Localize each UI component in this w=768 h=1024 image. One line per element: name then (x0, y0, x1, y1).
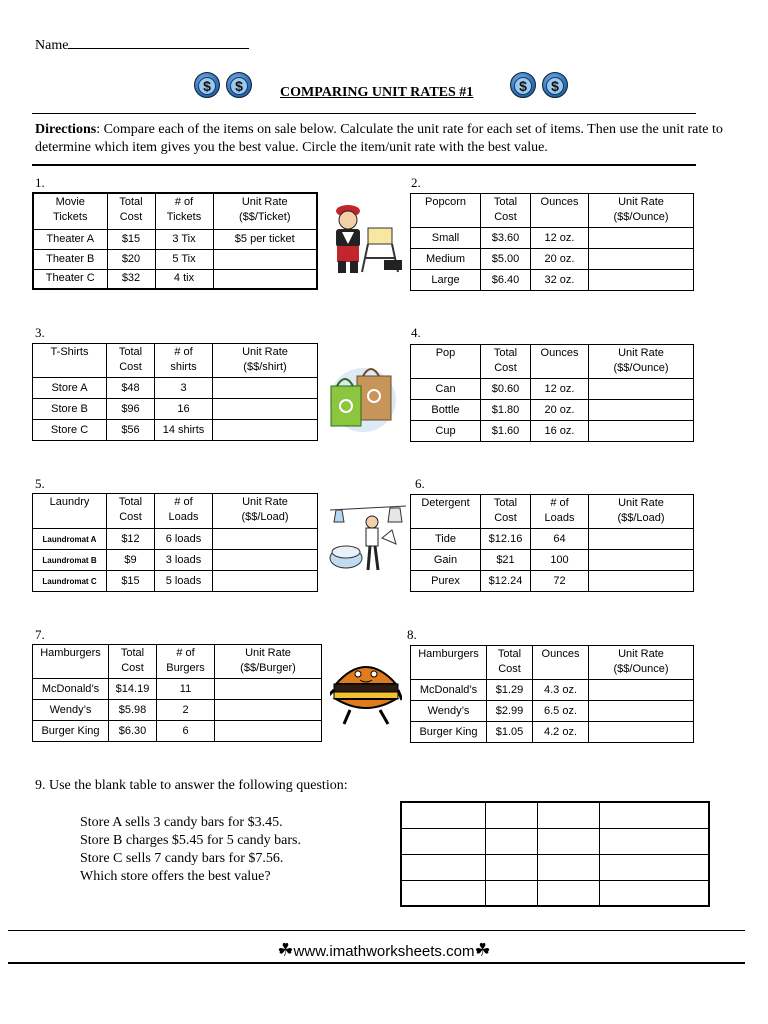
answer-cell[interactable] (589, 421, 694, 442)
answer-cell[interactable] (213, 420, 318, 441)
table-cell: $3.60 (481, 228, 531, 249)
table-cell: 3 (155, 378, 213, 399)
header-cell: Movie Tickets (33, 193, 107, 229)
table-cell: 6.5 oz. (533, 701, 589, 722)
dollar-coin-icon: $ (194, 72, 220, 98)
table-cell: Gain (411, 550, 481, 571)
laundry-icon (328, 500, 408, 578)
table-cell: $1.60 (481, 421, 531, 442)
answer-cell[interactable] (589, 379, 694, 400)
table-cell: $96 (107, 399, 155, 420)
blank-cell[interactable] (599, 828, 709, 854)
blank-cell[interactable] (537, 802, 599, 828)
answer-cell[interactable] (213, 529, 318, 550)
table-cell: $12 (107, 529, 155, 550)
blank-cell[interactable] (537, 828, 599, 854)
table-cell: $12.24 (481, 571, 531, 592)
table-cell: $2.99 (487, 701, 533, 722)
problem-table-2 (410, 193, 694, 291)
table-cell: Laundromat A (33, 529, 107, 550)
table-cell: 20 oz. (531, 249, 589, 270)
problem-table-3 (32, 343, 318, 441)
header-cell: Laundry (33, 494, 107, 529)
table-cell: Store B (33, 399, 107, 420)
answer-cell[interactable] (589, 571, 694, 592)
header-cell: Total Cost (481, 194, 531, 228)
header-cell: Ounces (531, 345, 589, 379)
name-line[interactable] (35, 36, 249, 54)
table-cell: 20 oz. (531, 400, 589, 421)
table-cell: Purex (411, 571, 481, 592)
blank-cell[interactable] (401, 854, 485, 880)
answer-cell[interactable] (589, 249, 694, 270)
table-cell: Store C (33, 420, 107, 441)
problem-table-1 (32, 192, 318, 290)
problem-number: 7. (35, 627, 45, 642)
table-cell: Medium (411, 249, 481, 270)
table-cell: Laundromat C (33, 571, 107, 592)
header-cell: Unit Rate ($$/Ounce) (589, 194, 694, 228)
answer-cell[interactable] (213, 378, 318, 399)
problem-number: 6. (415, 476, 425, 491)
table-cell: $12.16 (481, 529, 531, 550)
table-cell: Bottle (411, 400, 481, 421)
answer-cell[interactable] (213, 571, 318, 592)
question-line: Store B charges $5.45 for 5 candy bars. (80, 833, 301, 848)
header-cell: T-Shirts (33, 344, 107, 378)
table-cell: Burger King (33, 721, 109, 742)
table-cell: Store A (33, 378, 107, 399)
footer-divider (8, 930, 745, 931)
header-cell: Unit Rate ($$/Ticket) (213, 193, 317, 229)
blank-answer-table[interactable] (400, 801, 710, 907)
answer-cell[interactable] (589, 680, 694, 701)
header-cell: Pop (411, 345, 481, 379)
problem-number: 4. (411, 325, 421, 340)
problem-number: 8. (407, 627, 417, 642)
table-cell: 6 (157, 721, 215, 742)
table-cell: $14.19 (109, 679, 157, 700)
blank-cell[interactable] (401, 880, 485, 906)
table-cell: Tide (411, 529, 481, 550)
header-cell: Total Cost (107, 494, 155, 529)
table-cell: Cup (411, 421, 481, 442)
table-cell: McDonald’s (33, 679, 109, 700)
blank-cell[interactable] (401, 802, 485, 828)
footer (0, 940, 768, 961)
name-label: Name (35, 38, 69, 53)
dollar-coin-icon: $ (542, 72, 568, 98)
answer-cell[interactable] (589, 701, 694, 722)
blank-cell[interactable] (537, 854, 599, 880)
table-cell: $9 (107, 550, 155, 571)
header-cell: Unit Rate ($$/Ounce) (589, 345, 694, 379)
clover-icon: ☘ (474, 940, 491, 960)
problem-number: 5. (35, 476, 45, 491)
table-cell: $5.98 (109, 700, 157, 721)
table-cell: 4 tix (155, 269, 213, 289)
header-cell: Total Cost (107, 344, 155, 378)
table-cell: Wendy’s (33, 700, 109, 721)
table-cell: $56 (107, 420, 155, 441)
table-cell: 3 loads (155, 550, 213, 571)
table-cell: $0.60 (481, 379, 531, 400)
blank-cell[interactable] (485, 880, 537, 906)
blank-cell[interactable] (599, 880, 709, 906)
table-cell: 16 oz. (531, 421, 589, 442)
answer-cell[interactable] (213, 550, 318, 571)
question-9-prompt: 9. Use the blank table to answer the following question: (35, 778, 348, 793)
header-cell: Popcorn (411, 194, 481, 228)
table-cell: $1.05 (487, 722, 533, 743)
answer-cell[interactable] (215, 679, 322, 700)
question-line: Store C sells 7 candy bars for $7.56. (80, 851, 284, 866)
answer-cell[interactable] (589, 400, 694, 421)
header-cell: Unit Rate ($$/Ounce) (589, 646, 694, 680)
table-cell: $32 (107, 269, 155, 289)
table-cell: 14 shirts (155, 420, 213, 441)
shopping-bags-icon (327, 356, 399, 436)
table-cell: $1.29 (487, 680, 533, 701)
answer-cell[interactable] (589, 228, 694, 249)
blank-cell[interactable] (599, 854, 709, 880)
header-cell: Hamburgers (33, 645, 109, 679)
header-cell: Unit Rate ($$/Burger) (215, 645, 322, 679)
problem-table-8 (410, 645, 694, 743)
problem-number: 3. (35, 325, 45, 340)
table-cell: 4.2 oz. (533, 722, 589, 743)
table-cell: 64 (531, 529, 589, 550)
header-cell: # of Loads (531, 495, 589, 529)
header-cell: # of shirts (155, 344, 213, 378)
answer-cell[interactable] (215, 700, 322, 721)
question-9-text (80, 814, 301, 886)
answer-cell[interactable] (213, 249, 317, 269)
directions (35, 121, 725, 157)
movie-director-icon (328, 198, 408, 278)
question-line: Store A sells 3 candy bars for $3.45. (80, 815, 283, 830)
table-cell: Burger King (411, 722, 487, 743)
problem-table-4 (410, 344, 694, 442)
header-cell: # of Loads (155, 494, 213, 529)
dollar-coin-icon: $ (510, 72, 536, 98)
table-cell: $48 (107, 378, 155, 399)
table-cell: 12 oz. (531, 228, 589, 249)
header-cell: Total Cost (481, 495, 531, 529)
table-cell: 12 oz. (531, 379, 589, 400)
table-cell: $1.80 (481, 400, 531, 421)
table-cell: Large (411, 270, 481, 291)
footer-url[interactable]: www.imathworksheets.com (293, 943, 475, 960)
divider (32, 113, 696, 114)
answer-cell[interactable] (213, 399, 318, 420)
table-cell: Theater C (33, 269, 107, 289)
divider (32, 164, 696, 166)
table-cell: 2 (157, 700, 215, 721)
problem-number: 1. (35, 175, 45, 190)
hamburger-icon (330, 656, 402, 728)
table-cell: $15 (107, 229, 155, 249)
table-cell: 5 loads (155, 571, 213, 592)
table-cell: $6.30 (109, 721, 157, 742)
problem-table-7 (32, 644, 322, 742)
question-line: Which store offers the best value? (80, 869, 271, 884)
header-cell: Unit Rate ($$/shirt) (213, 344, 318, 378)
page-title: COMPARING UNIT RATES #1 (280, 85, 474, 100)
header-cell: # of Tickets (155, 193, 213, 229)
table-cell: $21 (481, 550, 531, 571)
header-cell: Unit Rate ($$/Load) (589, 495, 694, 529)
table-cell: 11 (157, 679, 215, 700)
answer-cell[interactable] (589, 529, 694, 550)
table-cell: 4.3 oz. (533, 680, 589, 701)
header-cell: Total Cost (109, 645, 157, 679)
header-cell: Total Cost (107, 193, 155, 229)
answer-cell[interactable] (589, 270, 694, 291)
blank-cell[interactable] (599, 802, 709, 828)
table-cell: 72 (531, 571, 589, 592)
problem-number: 2. (411, 175, 421, 190)
header-cell: Total Cost (481, 345, 531, 379)
table-cell: Small (411, 228, 481, 249)
table-cell: Theater B (33, 249, 107, 269)
header-cell: # of Burgers (157, 645, 215, 679)
blank-cell[interactable] (485, 828, 537, 854)
problem-table-5 (32, 493, 318, 592)
dollar-coin-icon: $ (226, 72, 252, 98)
answer-cell[interactable] (213, 269, 317, 289)
table-cell: McDonald’s (411, 680, 487, 701)
clover-icon: ☘ (277, 940, 294, 960)
problem-table-6 (410, 494, 694, 592)
answer-cell[interactable] (215, 721, 322, 742)
blank-cell[interactable] (485, 802, 537, 828)
table-cell: $20 (107, 249, 155, 269)
table-cell: 5 Tix (155, 249, 213, 269)
table-cell: Wendy’s (411, 701, 487, 722)
footer-divider (8, 962, 745, 964)
header-cell: Hamburgers (411, 646, 487, 680)
table-cell: $6.40 (481, 270, 531, 291)
table-cell: 3 Tix (155, 229, 213, 249)
blank-cell[interactable] (485, 854, 537, 880)
header-cell: Total Cost (487, 646, 533, 680)
directions-label: Directions (35, 122, 97, 137)
table-cell: Theater A (33, 229, 107, 249)
table-cell: 32 oz. (531, 270, 589, 291)
table-cell: $5.00 (481, 249, 531, 270)
answer-cell[interactable]: $5 per ticket (213, 229, 317, 249)
header-cell: Ounces (533, 646, 589, 680)
blank-cell[interactable] (537, 880, 599, 906)
table-cell: Can (411, 379, 481, 400)
table-cell: 6 loads (155, 529, 213, 550)
header-cell: Ounces (531, 194, 589, 228)
directions-text: : Compare each of the items on sale below. Calculate the unit rate for each set of items. Then use the unit rate to determine which item gives you the best value. Circle the item/unit rate with the best value. (35, 122, 723, 155)
table-cell: 100 (531, 550, 589, 571)
header-cell: Detergent (411, 495, 481, 529)
table-cell: $15 (107, 571, 155, 592)
table-cell: Laundromat B (33, 550, 107, 571)
answer-cell[interactable] (589, 550, 694, 571)
table-cell: 16 (155, 399, 213, 420)
answer-cell[interactable] (589, 722, 694, 743)
blank-cell[interactable] (401, 828, 485, 854)
header-cell: Unit Rate ($$/Load) (213, 494, 318, 529)
